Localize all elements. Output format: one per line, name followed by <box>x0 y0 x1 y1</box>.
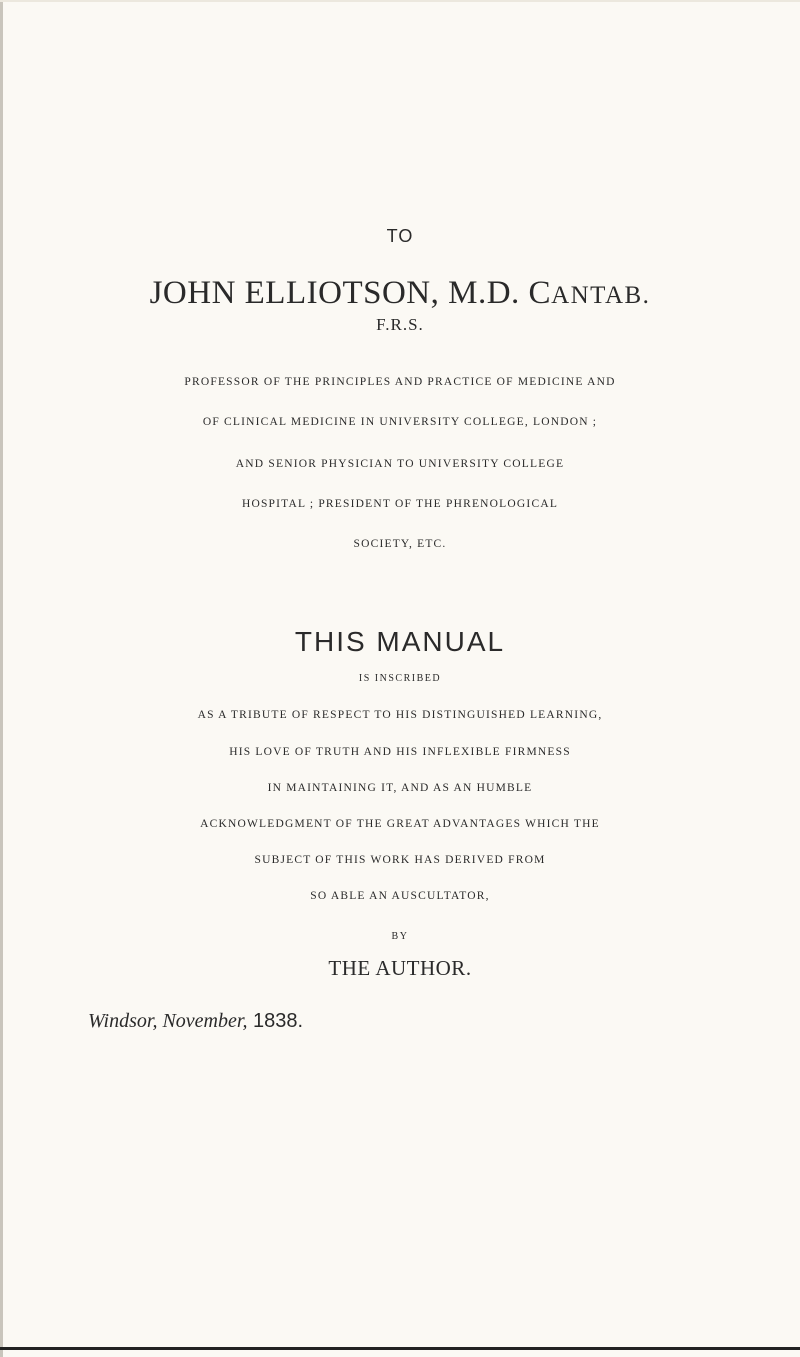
by-line: BY <box>391 931 409 942</box>
page-top-edge <box>0 0 800 2</box>
tribute-line: IN MAINTAINING IT, AND AS AN HUMBLE <box>267 782 533 794</box>
title-line: HOSPITAL ; PRESIDENT OF THE PHRENOLOGICAL <box>241 498 559 510</box>
place-and-date <box>88 1010 303 1033</box>
tribute-line: SO ABLE AN AUSCULTATOR, <box>310 890 490 902</box>
page-bottom-rule <box>0 1347 800 1350</box>
title-line: OF CLINICAL MEDICINE IN UNIVERSITY COLLEGE, LONDON ; <box>202 416 598 428</box>
inscribed-line: IS INSCRIBED <box>358 673 442 684</box>
cantab-rest: ANTAB. <box>551 282 651 309</box>
place: Windsor, November, <box>88 1010 248 1032</box>
dedication-to: TO <box>386 226 414 246</box>
tribute-line: SUBJECT OF THIS WORK HAS DERIVED FROM <box>254 854 546 866</box>
tribute-line: AS A TRIBUTE OF RESPECT TO HIS DISTINGUISHED LEARNING, <box>197 709 603 721</box>
year: 1838. <box>253 1010 304 1032</box>
dedicatee-cantab <box>529 275 651 311</box>
dedicatee-frs: F.R.S. <box>376 315 424 334</box>
tribute-line: ACKNOWLEDGMENT OF THE GREAT ADVANTAGES WHICH THE <box>200 818 600 830</box>
title-line: AND SENIOR PHYSICIAN TO UNIVERSITY COLLEGE <box>235 458 565 470</box>
dedicatee-name-line <box>0 275 800 312</box>
dedicatee-name: JOHN ELLIOTSON, M.D. <box>149 275 520 311</box>
author-line: THE AUTHOR. <box>328 956 472 980</box>
work-title: THIS MANUAL <box>294 626 506 657</box>
title-line: PROFESSOR OF THE PRINCIPLES AND PRACTICE OF MEDICINE AND <box>184 376 616 388</box>
title-line: SOCIETY, ETC. <box>353 538 447 550</box>
cantab-initial: C <box>528 275 552 311</box>
tribute-line: HIS LOVE OF TRUTH AND HIS INFLEXIBLE FIRMNESS <box>229 746 571 758</box>
